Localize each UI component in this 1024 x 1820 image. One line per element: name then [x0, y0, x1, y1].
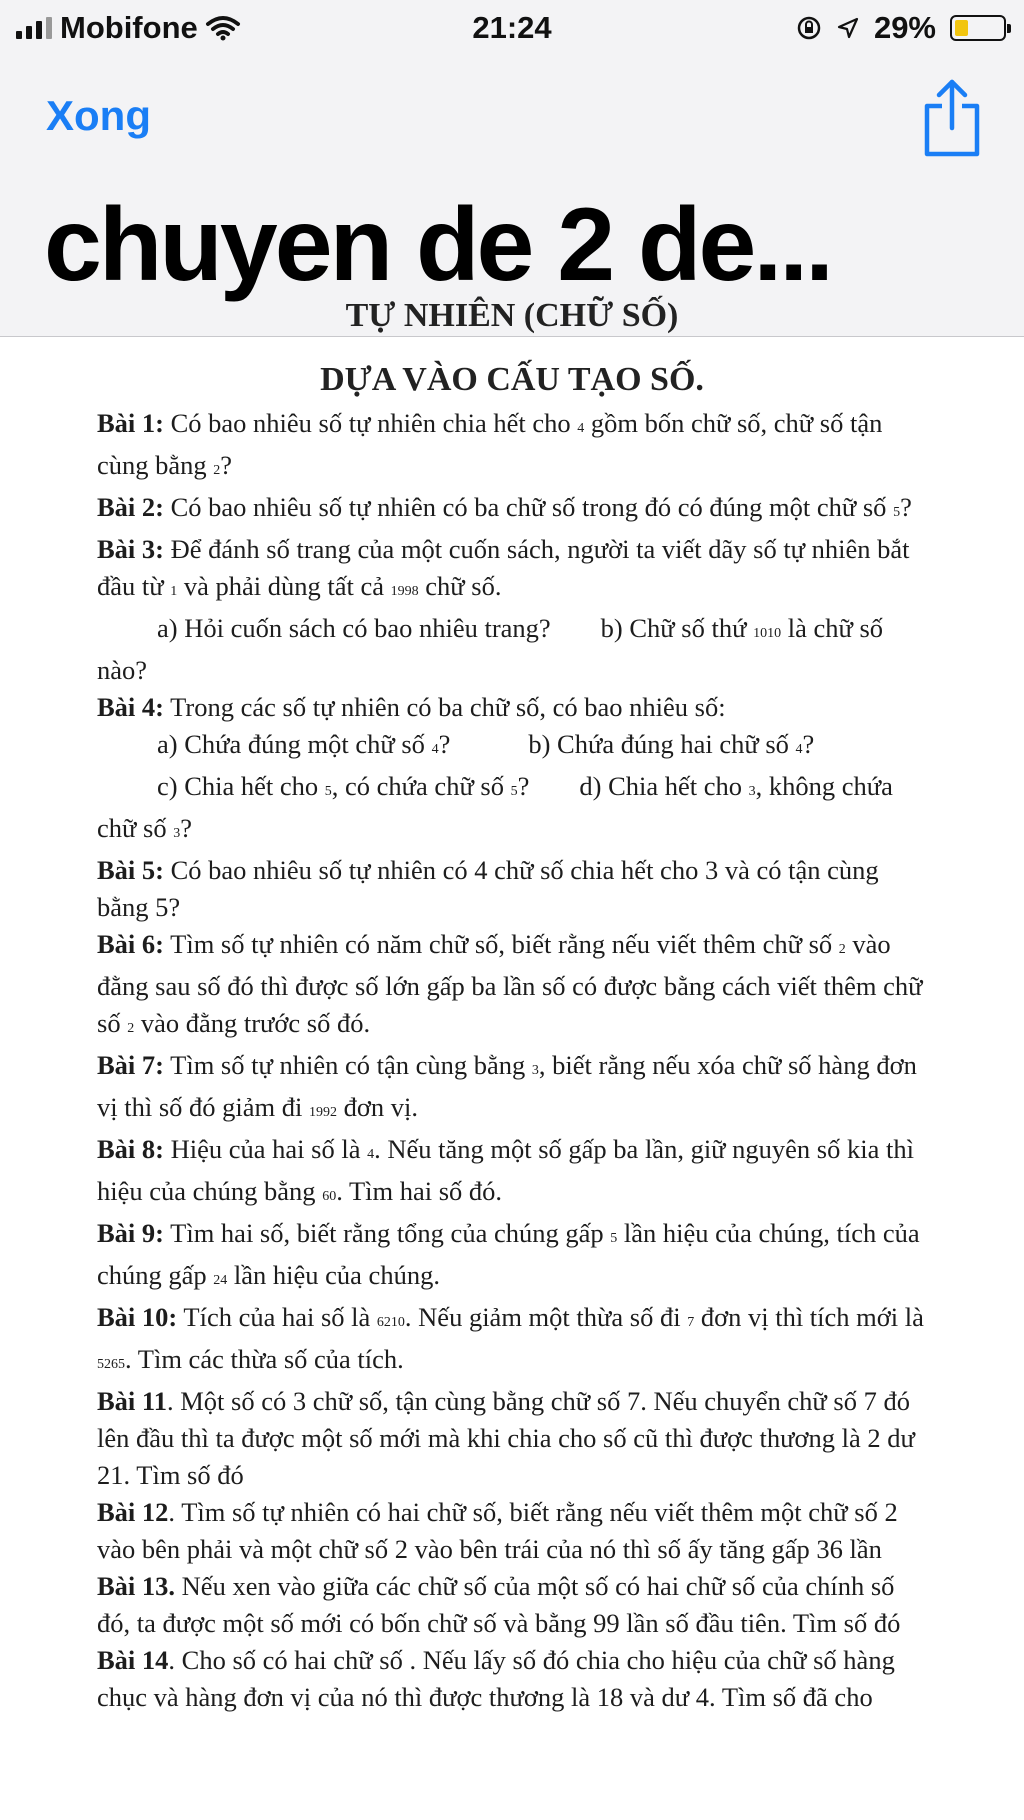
problem-4: Bài 4: Trong các số tự nhiên có ba chữ số, có bao nhiêu số: [97, 692, 726, 722]
problem-4-ab: a) Chứa đúng một chữ số 4? b) Chứa đúng hai chữ số 4? [157, 729, 815, 759]
problem-3-subparts: a) Hỏi cuốn sách có bao nhiêu trang? b) Chữ số thứ 1010 là chữ số nào? [97, 613, 884, 685]
carrier-name: Mobifone [60, 10, 198, 45]
battery-icon [950, 15, 1006, 41]
problem-14: Bài 14. Cho số có hai chữ số . Nếu lấy số đó chia cho hiệu của chữ số hàng chục và hàng đơn vị của nó thì được thương là 18 và dư 4. Tìm số đã cho [97, 1645, 895, 1712]
document-viewer[interactable] [0, 297, 1024, 1820]
document-cut-heading: TỰ NHIÊN (CHỮ SỐ) [345, 297, 679, 334]
status-right [796, 10, 1006, 46]
share-icon[interactable] [922, 78, 982, 158]
status-bar [0, 0, 1024, 56]
problem-12: Bài 12. Tìm số tự nhiên có hai chữ số, biết rằng nếu viết thêm một chữ số 2 vào bên phải và một chữ số 2 vào bên trái của nó thì số ấy tăng gấp 36 lần [97, 1497, 898, 1564]
page-title: chuyen de 2 de... [44, 187, 832, 303]
problem-3: Bài 3: Để đánh số trang của một cuốn sách, người ta viết dãy số tự nhiên bắt đầu từ 1 và phải dùng tất cả 1998 chữ số. [97, 534, 910, 601]
orientation-lock-icon [796, 15, 822, 41]
problem-13: Bài 13. Nếu xen vào giữa các chữ số của một số có hai chữ số của chính số đó, ta được một số mới có bốn chữ số và bằng 99 lần số đầu tiên. Tìm số đó [97, 1571, 901, 1638]
location-arrow-icon [836, 16, 860, 40]
problem-1: Bài 1: Có bao nhiêu số tự nhiên chia hết cho 4 gồm bốn chữ số, chữ số tận cùng bằng 2? [97, 408, 883, 480]
problem-4-cd: c) Chia hết cho 5, có chứa chữ số 5? d) Chia hết cho 3, không chứa chữ số 3? [97, 771, 893, 843]
problem-9: Bài 9: Tìm hai số, biết rằng tổng của chúng gấp 5 lần hiệu của chúng, tích của chúng gấp 24 lần hiệu của chúng. [97, 1218, 920, 1290]
battery-level [955, 20, 968, 36]
problem-10: Bài 10: Tích của hai số là 6210. Nếu giảm một thừa số đi 7 đơn vị thì tích mới là 5265. Tìm các thừa số của tích. [97, 1302, 924, 1374]
status-time: 21:24 [472, 10, 552, 45]
document-body [97, 405, 925, 1716]
battery-percent: 29% [873, 10, 936, 45]
done-button[interactable]: Xong [46, 92, 151, 139]
problem-2: Bài 2: Có bao nhiêu số tự nhiên có ba chữ số trong đó có đúng một chữ số 5? [97, 492, 912, 522]
problem-11: Bài 11. Một số có 3 chữ số, tận cùng bằng chữ số 7. Nếu chuyển chữ số 7 đó lên đầu thì ta được một số mới mà khi chia cho số cũ thì được thương là 2 dư 21. Tìm số đó [97, 1386, 915, 1490]
document-heading: DỰA VÀO CẤU TẠO SỐ. [320, 361, 704, 398]
problem-8: Bài 8: Hiệu của hai số là 4. Nếu tăng một số gấp ba lần, giữ nguyên số kia thì hiệu của chúng bằng 60. Tìm hai số đó. [97, 1134, 914, 1206]
navigation-bar [0, 56, 1024, 337]
problem-5: Bài 5: Có bao nhiêu số tự nhiên có 4 chữ số chia hết cho 3 và có tận cùng bằng 5? [97, 855, 879, 922]
problem-7: Bài 7: Tìm số tự nhiên có tận cùng bằng 3, biết rằng nếu xóa chữ số hàng đơn vị thì số đó giảm đi 1992 đơn vị. [97, 1050, 917, 1122]
problem-6: Bài 6: Tìm số tự nhiên có năm chữ số, biết rằng nếu viết thêm chữ số 2 vào đằng sau số đó thì được số lớn gấp ba lần số có được bằng cách viết thêm chữ số 2 vào đằng trước số đó. [97, 929, 923, 1038]
